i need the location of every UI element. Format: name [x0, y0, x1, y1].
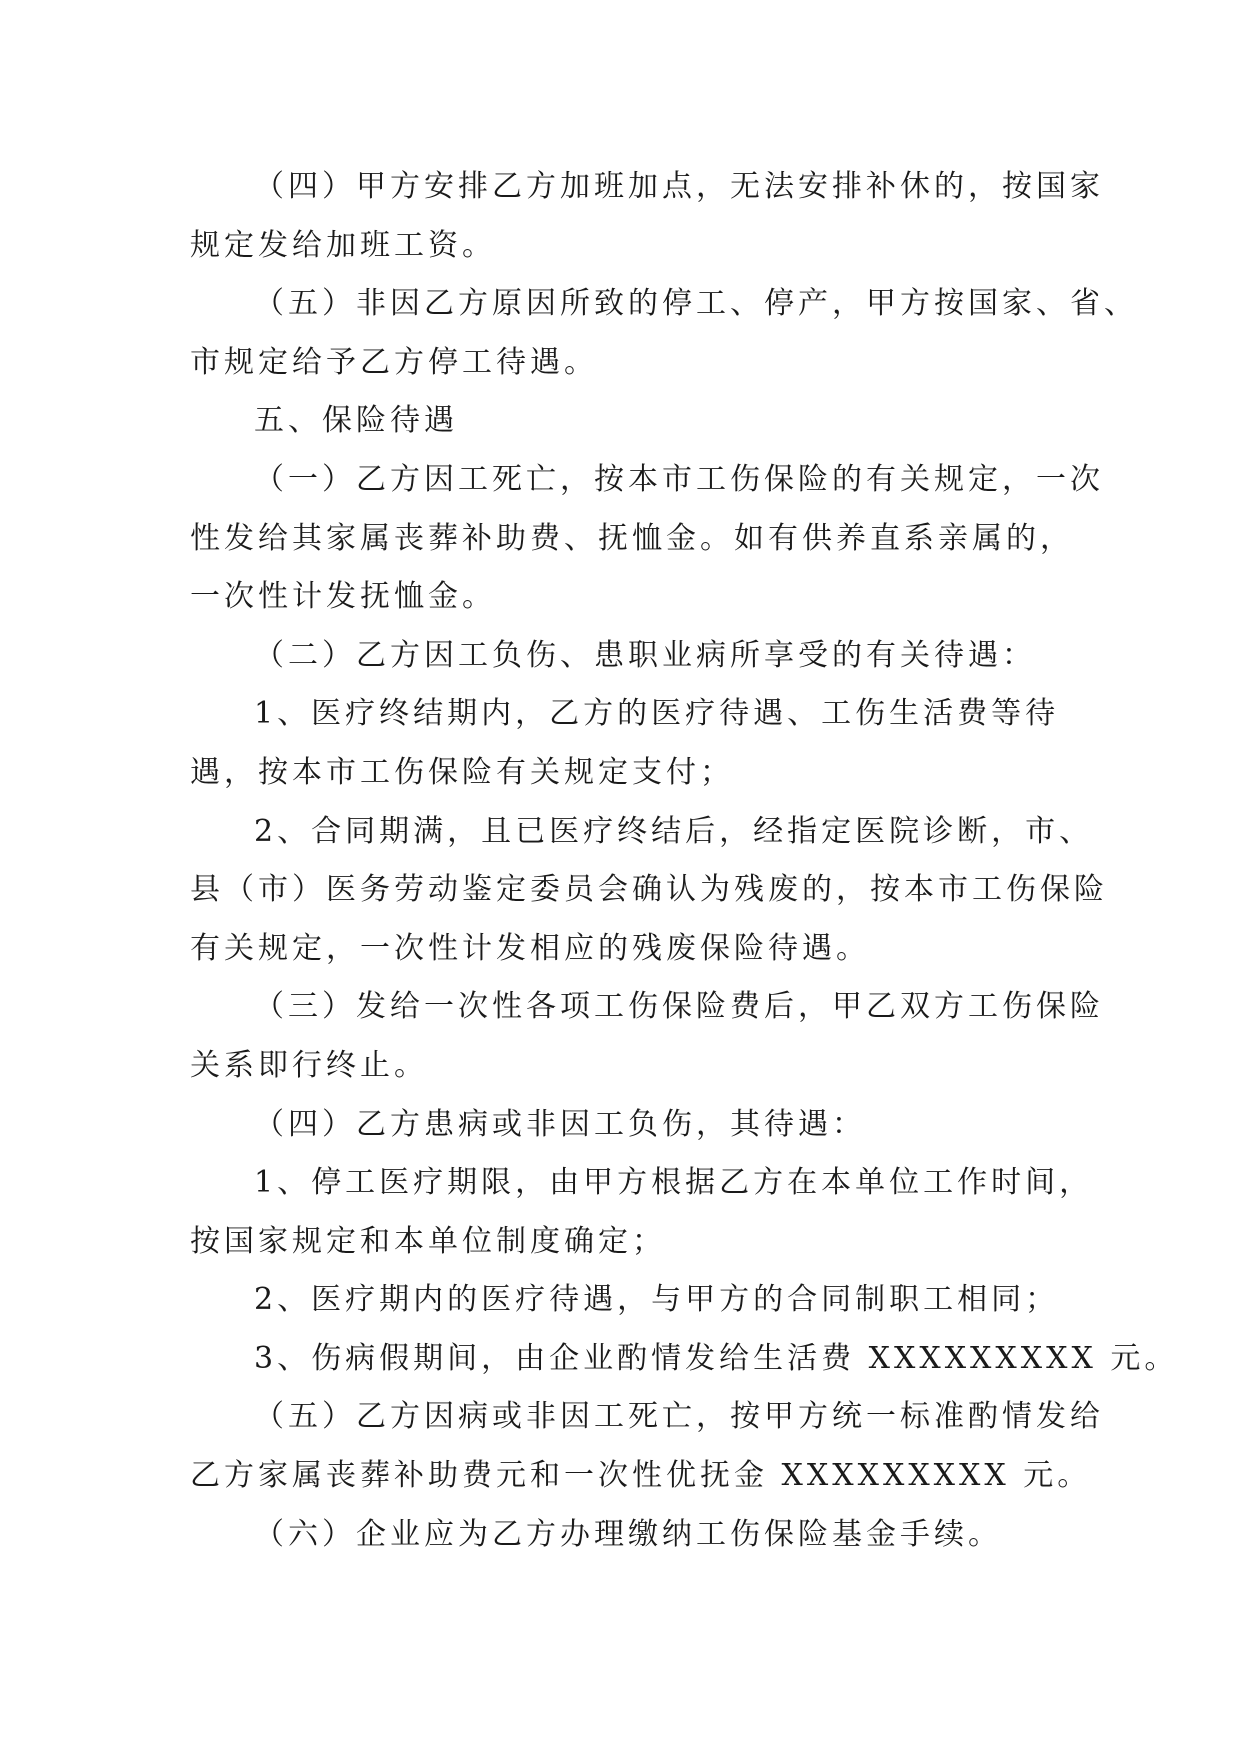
paragraph-line: 1、医疗终结期内，乙方的医疗待遇、工伤生活费等待 — [254, 696, 1060, 732]
paragraph-line: 按国家规定和本单位制度确定； — [190, 1223, 666, 1259]
paragraph-line: 1、停工医疗期限，由甲方根据乙方在本单位工作时间， — [254, 1165, 1094, 1201]
paragraph-line: （五）非因乙方原因所致的停工、停产，甲方按国家、省、 — [254, 286, 1138, 322]
paragraph-line: 规定发给加班工资。 — [190, 227, 496, 263]
paragraph-line: 乙方家属丧葬补助费元和一次性优抚金 XXXXXXXXX 元。 — [190, 1458, 1092, 1494]
paragraph-line: 性发给其家属丧葬补助费、抚恤金。如有供养直系亲属的， — [190, 520, 1074, 556]
paragraph-line: （四）甲方安排乙方加班加点，无法安排补休的，按国家 — [254, 169, 1104, 204]
paragraph-line: 市规定给予乙方停工待遇。 — [190, 344, 598, 380]
paragraph-line: 县（市）医务劳动鉴定委员会确认为残废的，按本市工伤保险 — [190, 872, 1108, 908]
paragraph-line: （四）乙方患病或非因工负伤，其待遇： — [254, 1106, 866, 1142]
paragraph-line: （五）乙方因病或非因工死亡，按甲方统一标准酌情发给 — [254, 1399, 1104, 1435]
paragraph-line: 2、医疗期内的医疗待遇，与甲方的合同制职工相同； — [254, 1282, 1060, 1318]
paragraph-line: 一次性计发抚恤金。 — [190, 579, 496, 615]
section-heading: 五、保险待遇 — [254, 403, 458, 439]
paragraph-line: 有关规定，一次性计发相应的残废保险待遇。 — [190, 930, 870, 966]
paragraph-line: 2、合同期满，且已医疗终结后，经指定医院诊断，市、 — [254, 813, 1094, 849]
paragraph-line: （六）企业应为乙方办理缴纳工伤保险基金手续。 — [254, 1516, 1002, 1552]
paragraph-line: 遇，按本市工伤保险有关规定支付； — [190, 754, 734, 790]
paragraph-line: 3、伤病假期间，由企业酌情发给生活费 XXXXXXXXX 元。 — [254, 1340, 1179, 1376]
paragraph-line: 关系即行终止。 — [190, 1047, 428, 1083]
paragraph-line: （三）发给一次性各项工伤保险费后，甲乙双方工伤保险 — [254, 989, 1104, 1025]
document-body — [190, 158, 1179, 1564]
paragraph-line: （二）乙方因工负伤、患职业病所享受的有关待遇： — [254, 637, 1036, 673]
paragraph-line: （一）乙方因工死亡，按本市工伤保险的有关规定，一次 — [254, 461, 1104, 497]
